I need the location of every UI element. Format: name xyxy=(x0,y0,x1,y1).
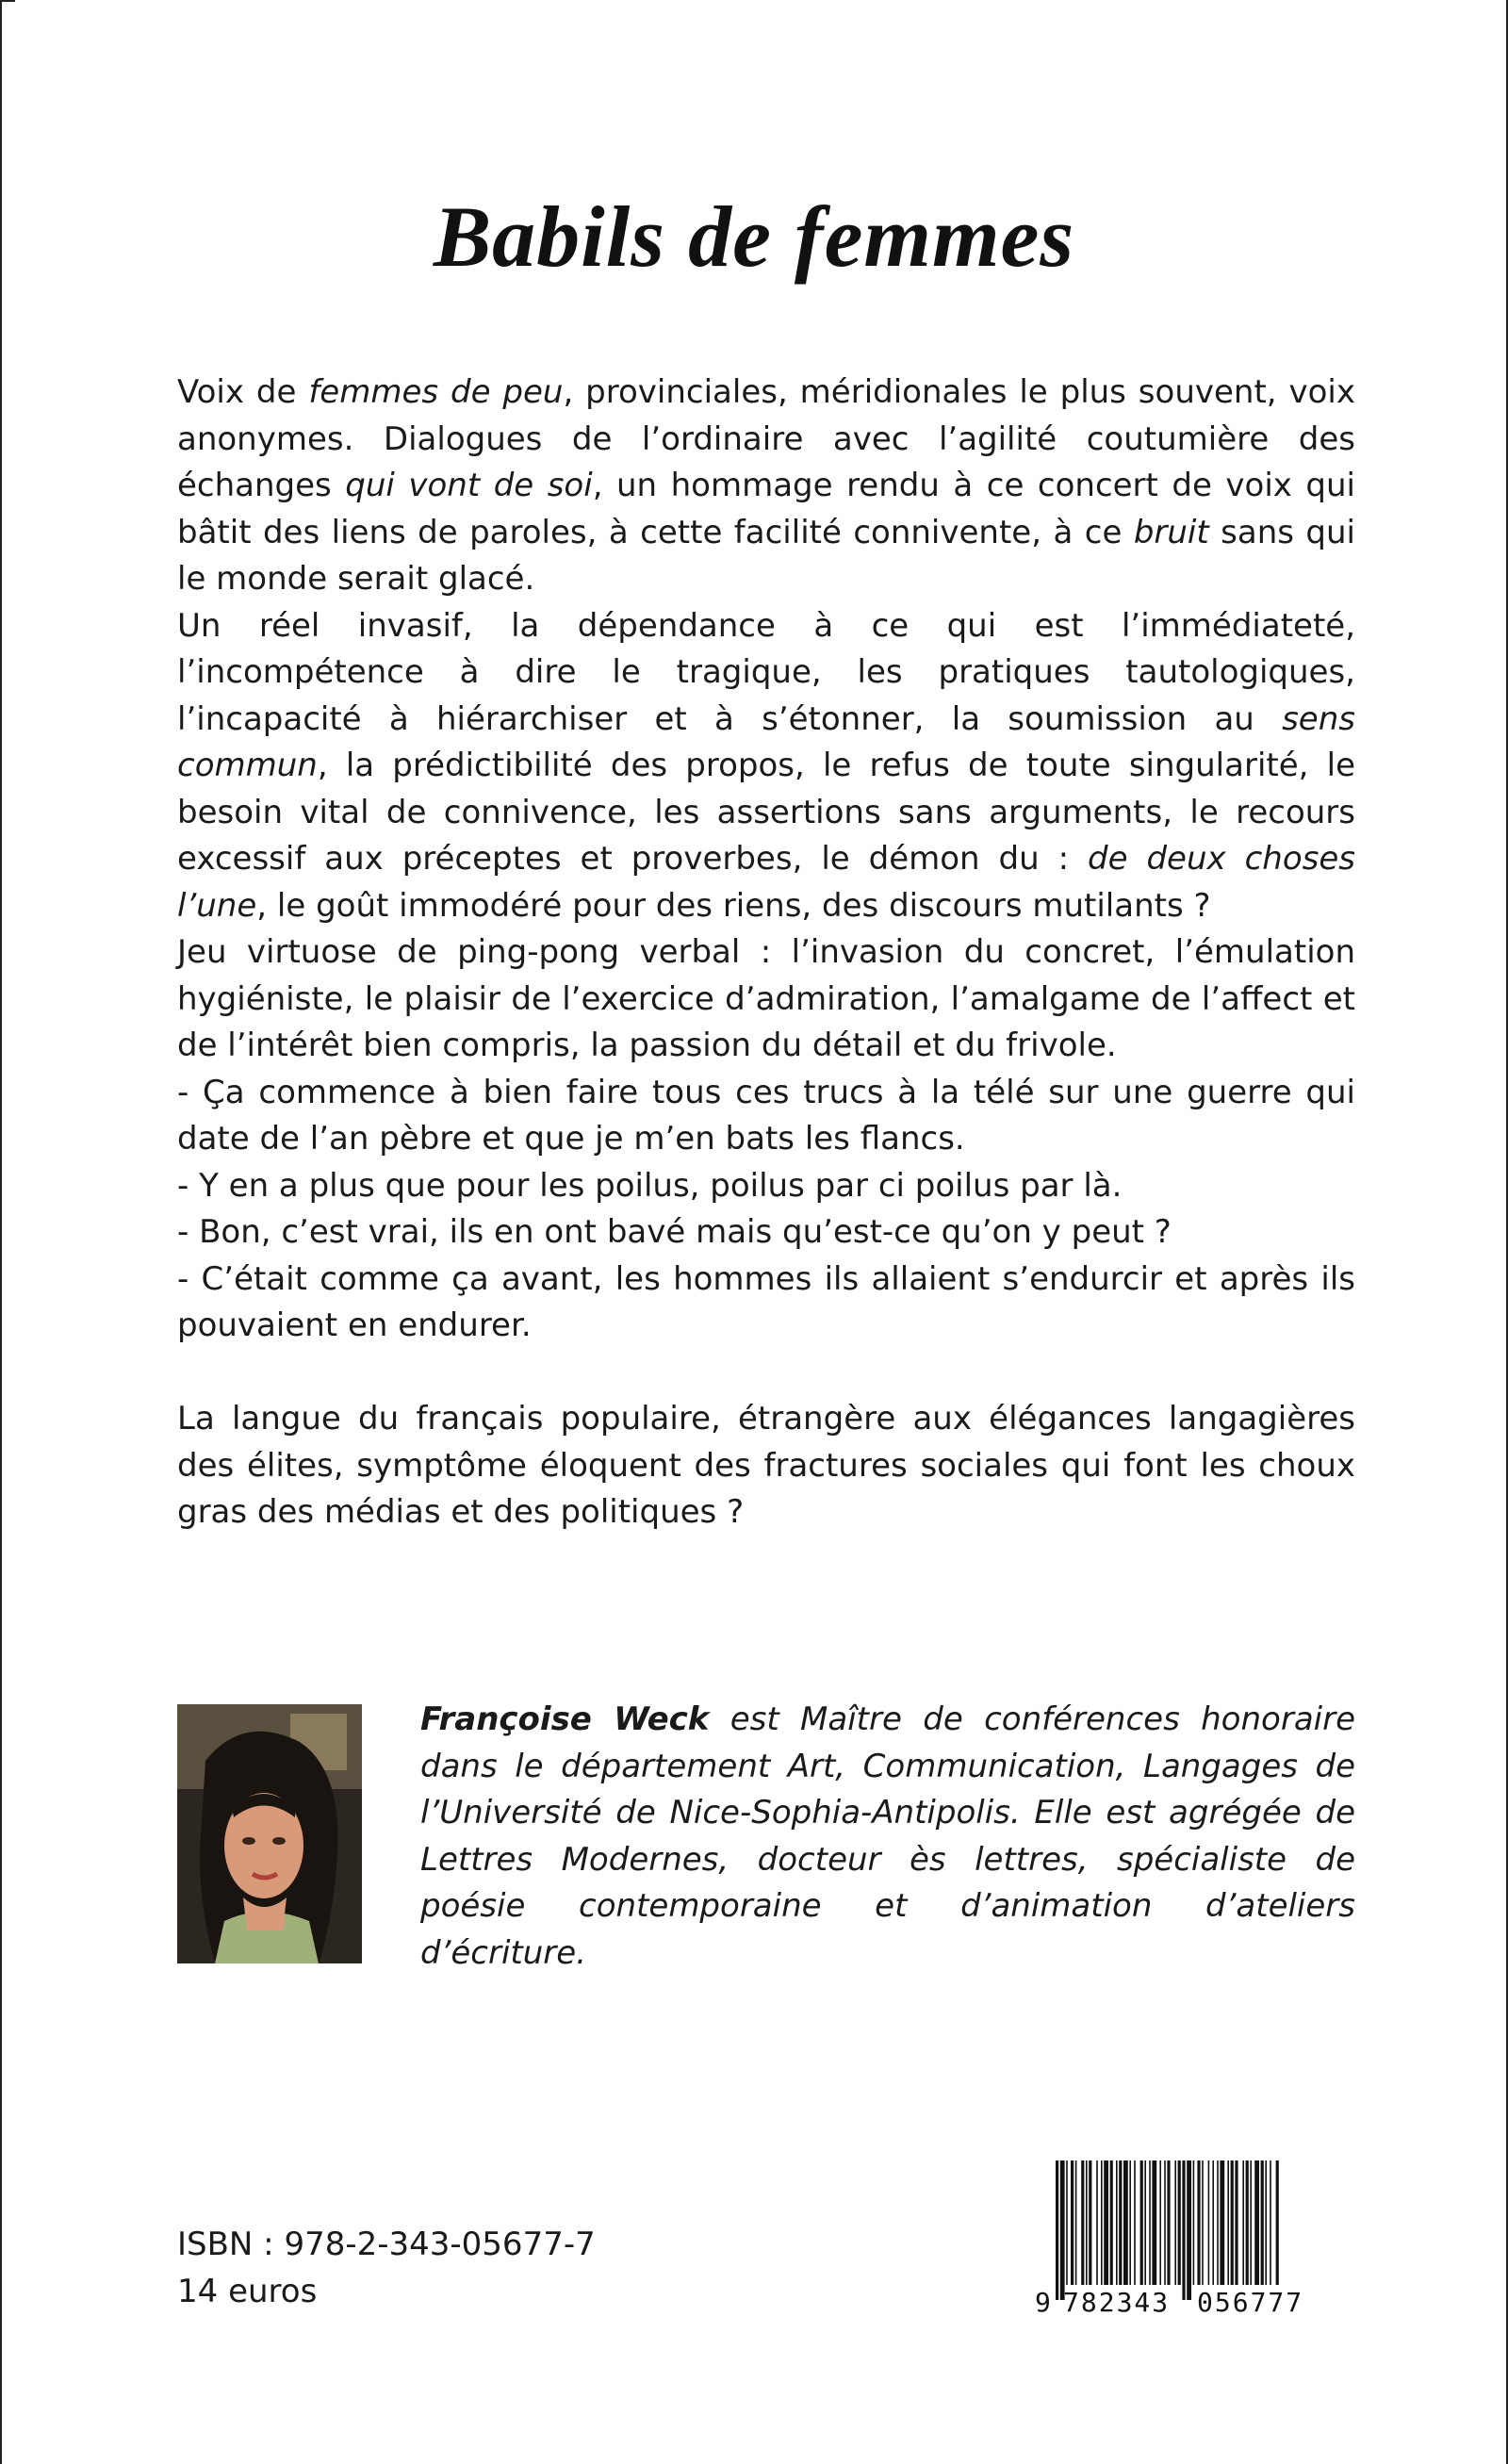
italic-phrase: de deux choses l’une xyxy=(177,840,1355,925)
barcode-bar xyxy=(1246,2160,1249,2285)
barcode-bar xyxy=(1231,2160,1234,2285)
barcode-bar xyxy=(1164,2160,1166,2285)
text-run: Jeu virtuose de ping-pong verbal : l’invasion du concret, l’émulation hygiéniste, le plaisir de l’exercice d’admiration, l’amalgame de l’affect et de l’intérêt bien compris, la passion du détail et du frivole. xyxy=(177,933,1355,1064)
text-run: Voix de xyxy=(177,373,309,411)
book-title: Babils de femmes xyxy=(433,189,1075,285)
barcode-bar xyxy=(1197,2160,1200,2285)
barcode-bar xyxy=(1276,2160,1279,2285)
barcode-bar xyxy=(1227,2160,1229,2285)
paragraph xyxy=(177,603,1355,930)
barcode-bar xyxy=(1208,2160,1210,2285)
barcode-bar xyxy=(1075,2160,1077,2285)
italic-phrase: femmes de peu xyxy=(308,373,564,411)
barcode-bar xyxy=(1265,2160,1267,2285)
isbn: ISBN : 978-2-343-05677-7 xyxy=(177,2226,596,2263)
barcode-bar xyxy=(1193,2160,1195,2285)
italic-phrase: sens commun xyxy=(177,699,1355,784)
text-run: sans qui le monde serait glacé. xyxy=(177,513,1355,598)
italic-phrase: bruit xyxy=(1133,513,1209,551)
barcode-bar xyxy=(1220,2160,1224,2285)
paragraph xyxy=(177,1070,1355,1163)
barcode-bar xyxy=(1110,2160,1113,2285)
author-name: Françoise Weck xyxy=(420,1700,710,1738)
author-biography xyxy=(420,1697,1355,1977)
barcode-bar xyxy=(1212,2160,1214,2285)
barcode-group-1: 782343 xyxy=(1063,2287,1171,2315)
back-cover-text xyxy=(177,370,1355,1536)
barcode-first-digit: 9 xyxy=(1035,2287,1051,2315)
paragraph xyxy=(177,929,1355,1070)
barcode-bar xyxy=(1182,2160,1185,2300)
publication-info xyxy=(177,2221,596,2315)
barcode-bar xyxy=(1119,2160,1122,2285)
barcode-bar xyxy=(1081,2160,1084,2285)
crop-mark xyxy=(2,0,15,2)
barcode-bar xyxy=(1104,2160,1108,2285)
paragraph xyxy=(177,370,1355,603)
barcode-bar xyxy=(1089,2160,1091,2285)
paragraph xyxy=(177,1209,1355,1257)
text-run: , la prédictibilité des propos, le refus de toute singularité, le besoin vital de connivence, les assertions sans arguments, le recours excessif aux préceptes et proverbes, le démon du : xyxy=(177,747,1355,878)
italic-phrase: qui vont de soi xyxy=(345,467,593,504)
isbn-barcode xyxy=(1035,2160,1338,2315)
barcode-bar xyxy=(1140,2160,1143,2285)
barcode-bar xyxy=(1149,2160,1151,2285)
page-edge-left xyxy=(0,0,2,2464)
text-run: - Bon, c’est vrai, ils en ont bavé mais qu’est-ce qu’on y peut ? xyxy=(177,1213,1172,1251)
barcode-bar xyxy=(1202,2160,1204,2285)
barcode-bar xyxy=(1152,2160,1156,2285)
barcode-bar xyxy=(1187,2160,1191,2300)
author-portrait-image xyxy=(177,1704,362,1963)
barcode-bar xyxy=(1116,2160,1118,2285)
text-run: , le goût immodéré pour des riens, des discours mutilants ? xyxy=(256,886,1211,925)
text-run: - C’était comme ça avant, les hommes ils allaient s’endurcir et après ils pouvaient en endurer. xyxy=(177,1259,1355,1344)
barcode-bar xyxy=(1123,2160,1128,2285)
text-run: , provinciales, méridionales le plus souvent, voix anonymes. Dialogues de l’ordinaire avec l’agilité coutumière des échanges xyxy=(177,373,1355,504)
text-run: - Y en a plus que pour les poilus, poilus par ci poilus par là. xyxy=(177,1166,1123,1205)
barcode-bar xyxy=(1174,2160,1176,2285)
barcode-bar xyxy=(1086,2160,1088,2285)
paragraph xyxy=(177,1163,1355,1210)
author-photo xyxy=(177,1704,362,1963)
paragraph-spacer xyxy=(177,1350,1355,1397)
text-run: - Ça commence à bien faire tous ces trucs à la télé sur une guerre qui date de l’an pèbre et que je m’en bats les flancs. xyxy=(177,1073,1355,1158)
text-run: Un réel invasif, la dépendance à ce qui est l’immédiateté, l’incompétence à dire le tragique, les pratiques tautologiques, l’incapacité à hiérarchiser et à s’étonner, la soumission au xyxy=(177,606,1355,738)
barcode-bar xyxy=(1144,2160,1146,2285)
barcode-bar xyxy=(1096,2160,1098,2285)
barcode-bar xyxy=(1261,2160,1264,2285)
barcode-bar xyxy=(1235,2160,1238,2285)
barcode-bar xyxy=(1167,2160,1170,2285)
barcode-bar xyxy=(1242,2160,1244,2285)
barcode-bar xyxy=(1101,2160,1103,2285)
price: 14 euros xyxy=(177,2273,318,2310)
paragraph xyxy=(177,1396,1355,1536)
paragraph xyxy=(177,1257,1355,1350)
barcode-bar xyxy=(1254,2160,1259,2285)
barcode-bar xyxy=(1060,2160,1065,2300)
barcode-bar xyxy=(1066,2160,1068,2285)
barcode-bar xyxy=(1159,2160,1161,2285)
barcode-bars xyxy=(1056,2160,1279,2300)
barcode-bar xyxy=(1217,2160,1219,2285)
barcode-bar xyxy=(1134,2160,1136,2285)
barcode-bar xyxy=(1129,2160,1131,2285)
barcode-bar xyxy=(1250,2160,1252,2285)
barcode-bar xyxy=(1071,2160,1074,2285)
text-run: La langue du français populaire, étrangère aux élégances langagières des élites, symptôme éloquent des fractures sociales qui font les choux gras des médias et des politiques ? xyxy=(177,1400,1355,1531)
barcode-bar xyxy=(1178,2160,1181,2285)
barcode-bar xyxy=(1056,2160,1058,2300)
barcode-group-2: 056777 xyxy=(1197,2287,1304,2315)
author-bio-text: est Maître de conférences honoraire dans le département Art, Communication, Langages de l’Université de Nice-Sophia-Antipolis. Elle est agrégée de Lettres Modernes, docteur ès lettres, spécialiste de poésie contemporaine et d’animation d’ateliers d’écriture. xyxy=(420,1700,1355,1972)
text-run: , un hommage rendu à ce concert de voix qui bâtit des liens de paroles, à cette facilité connivente, à ce xyxy=(177,467,1355,551)
barcode-bar xyxy=(1270,2160,1271,2285)
